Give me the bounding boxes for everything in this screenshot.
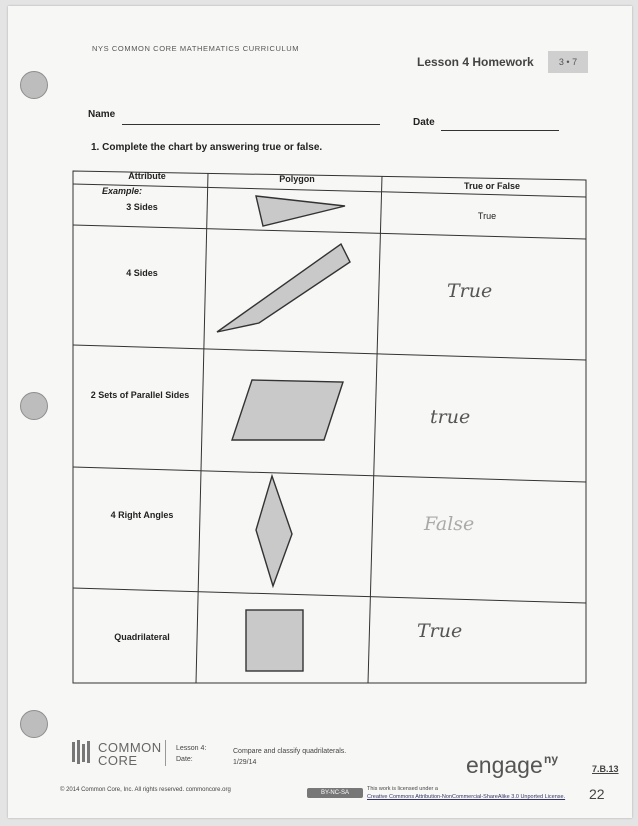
- handwritten-answer: True: [447, 280, 493, 302]
- attribute-cell: 2 Sets of Parallel Sides: [90, 390, 190, 400]
- footer-date-label: Date:: [176, 756, 193, 763]
- footer-divider: [165, 740, 166, 766]
- square-shape: [246, 610, 303, 671]
- attribute-cell: 4 Right Angles: [110, 510, 174, 520]
- triangle-shape: [256, 196, 345, 226]
- engageny-logo: engage: [466, 752, 543, 778]
- parallelogram-shape: [232, 380, 343, 440]
- attribute-cell: 3 Sides: [126, 202, 158, 212]
- common-core-logo-text: [98, 741, 162, 767]
- thin-parallelogram-shape: [217, 244, 350, 332]
- binder-hole: [20, 71, 48, 99]
- answer-chart: [72, 170, 588, 684]
- header-attribute: Attribute: [128, 171, 166, 181]
- creative-commons-badge: BY-NC-SA: [307, 788, 363, 798]
- name-label: Name: [88, 109, 116, 120]
- page-number: 22: [589, 786, 605, 802]
- lesson-badge: 3 • 7: [548, 51, 588, 73]
- answer-cell: True: [477, 211, 497, 221]
- curriculum-header: NYS COMMON CORE MATHEMATICS CURRICULUM: [92, 44, 300, 53]
- handwritten-answer: False: [424, 513, 475, 535]
- example-label: Example:: [102, 186, 143, 196]
- engageny-logo-suffix: ny: [544, 752, 559, 766]
- logo-line2: CORE: [98, 753, 138, 768]
- copyright-text: © 2014 Common Core, Inc. All rights reserved. commoncore.org: [60, 787, 231, 793]
- footer-lesson-text: Compare and classify quadrilaterals.: [233, 748, 347, 755]
- license-link[interactable]: Creative Commons Attribution-NonCommercial-ShareAlike 3.0 Unported License.: [367, 794, 566, 800]
- logo-line1: COMMON: [98, 740, 162, 755]
- binder-hole: [20, 392, 48, 420]
- footer-date-value: 1/29/14: [233, 759, 257, 766]
- name-field[interactable]: [122, 124, 380, 125]
- lesson-title: Lesson 4 Homework: [417, 55, 534, 69]
- module-code: 7.B.13: [592, 764, 619, 774]
- date-field[interactable]: [441, 130, 559, 131]
- attribute-cell: Quadrilateral: [114, 632, 170, 642]
- binder-hole: [20, 710, 48, 738]
- header-true-false: True or False: [463, 181, 521, 191]
- license-text: This work is licensed under a: [367, 786, 438, 792]
- rhombus-shape: [256, 476, 292, 586]
- handwritten-answer: true: [430, 406, 471, 428]
- footer-lesson-label: Lesson 4:: [176, 745, 207, 752]
- attribute-cell: 4 Sides: [126, 268, 158, 278]
- handwritten-answer: True: [417, 620, 463, 642]
- date-label: Date: [413, 117, 435, 128]
- header-polygon: Polygon: [279, 174, 315, 184]
- chart-grid-lines: [72, 170, 588, 684]
- question-text: 1. Complete the chart by answering true or false.: [91, 142, 323, 153]
- common-core-logo-icon: [72, 740, 94, 764]
